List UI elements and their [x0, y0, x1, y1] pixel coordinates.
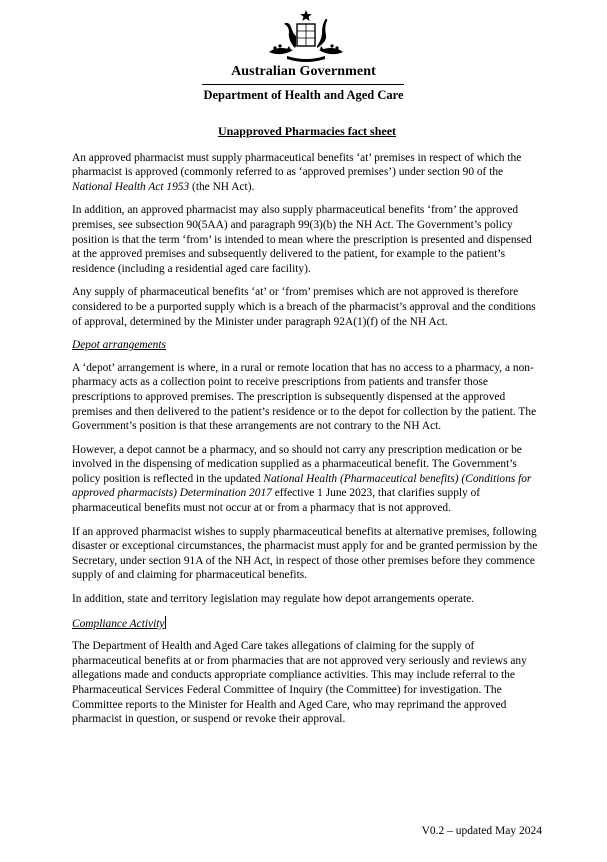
- paragraph: However, a depot cannot be a pharmacy, and so should not carry any prescription medication or be involved in the dispensing of medication supplied as a pharmaceutical benefit. The Government’s policy position is reflected in the updated National Health (Pharmaceutical benefits) (Conditions for approved pharmacists) Determination 2017 effective 1 June 2023, that clarifies supply of pharmaceutical benefits must not occur at or from a pharmacy that is not approved.: [72, 443, 532, 515]
- paragraph: If an approved pharmacist wishes to supply pharmaceutical benefits at alternative premises, following disaster or exceptional circumstances, the pharmacist must apply for and be granted permission by the Secretary, under section 91A of the NH Act, in respect of those other premises before they commence supply of and claiming for pharmaceutical benefits.: [72, 525, 538, 582]
- paragraph: In addition, an approved pharmacist may also supply pharmaceutical benefits ‘from’ the approved premises, see subsection 90(5AA) and paragraph 99(3)(b) the NH Act. The Government’s policy position is that the term ‘from’ is intended to mean where the prescription is presented and dispensed at the approved premises and subsequently delivered to the patient, for example to the patient’s residence (including a residential aged care facility).: [72, 204, 532, 275]
- text-cursor: [165, 616, 166, 629]
- coat-of-arms-icon: [265, 8, 347, 64]
- document-title: Unapproved Pharmacies fact sheet: [217, 124, 397, 138]
- determination-name: National Health (Pharmaceutical benefits) (Conditions for approved pharmacists) Determination 2017: [72, 472, 532, 500]
- paragraph: An approved pharmacist must supply pharmaceutical benefits ‘at’ premises in respect of which the pharmacist is approved (commonly referred to as ‘approved premises’) under section 90 of the National Health Act 1953 (the NH Act).: [72, 151, 522, 193]
- version-footer: V0.2 – updated May 2024: [421, 825, 542, 837]
- document-body: [72, 124, 542, 736]
- paragraph: The Department of Health and Aged Care takes allegations of claiming for the supply of pharmaceutical benefits at or from pharmacies that are not approved very seriously and reviews any allegations made and conducts appropriate compliance activities. This may include referral to the Pharmaceutical Services Federal Committee of Inquiry (the Committee) for investigation. The Committee reports to the Minister for Health and Aged Care, who may reprimand the approved pharmacist in question, or suspend or revoke their approval.: [72, 640, 527, 726]
- act-name: National Health Act 1953: [72, 180, 190, 193]
- department-name: Department of Health and Aged Care: [203, 88, 404, 102]
- paragraph: In addition, state and territory legislation may regulate how depot arrangements operate.: [72, 593, 475, 606]
- paragraph: Any supply of pharmaceutical benefits ‘at’ or ‘from’ premises which are not approved is therefore considered to be a purported supply which is a breach of the pharmacist’s approval and the conditions of approval, determined by the Minister under paragraph 92A(1)(f) of the NH Act.: [72, 286, 536, 328]
- section-heading-compliance: Compliance Activity: [72, 617, 165, 630]
- header-divider: [202, 84, 404, 85]
- section-heading-depot: Depot arrangements: [72, 339, 166, 352]
- government-name: Australian Government: [231, 64, 376, 79]
- paragraph: A ‘depot’ arrangement is where, in a rural or remote location that has no access to a pharmacy, a non-pharmacy acts as a collection point to receive prescriptions from patients and transfer those prescriptions to approved premises. The prescription is subsequently dispensed at the approved premises and then delivered to the patient’s residence or to the depot for collection by the patient. The Government’s position is that these arrangements are not contrary to the NH Act.: [72, 361, 537, 433]
